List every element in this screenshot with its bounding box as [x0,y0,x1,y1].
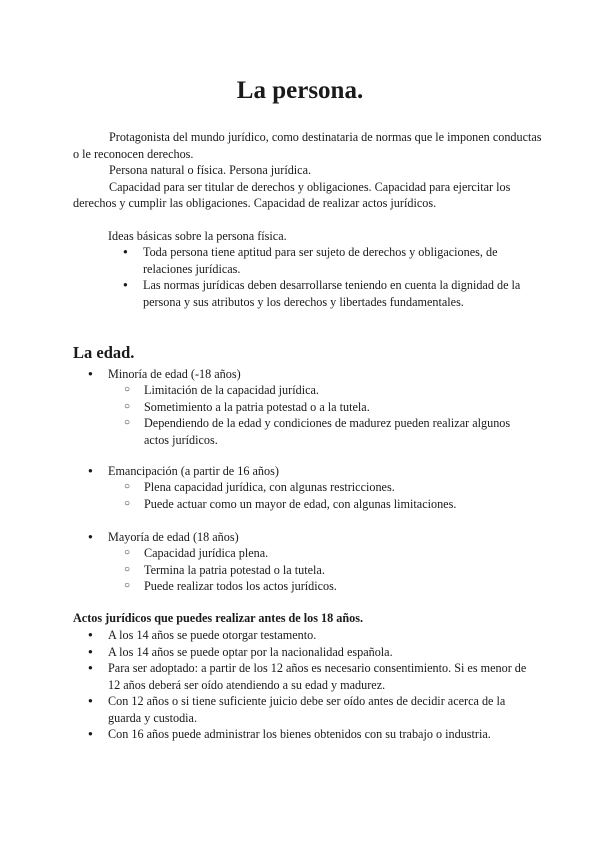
list-item: ○ Puede realizar todos los actos jurídicos. [109,578,529,595]
emancipacion-sublist [109,479,529,512]
list-item: ○ Termina la patria potestad o la tutela. [109,562,529,579]
list-item: ○ Puede actuar como un mayor de edad, con algunas limitaciones. [109,496,529,513]
mayoria-list [73,529,533,546]
ideas-heading: Ideas básicas sobre la persona física. [108,229,287,243]
list-item: ● Toda persona tiene aptitud para ser sujeto de derechos y obligaciones, de relaciones jurídicas. [108,244,528,277]
list-item: ● A los 14 años se puede optar por la nacionalidad española. [73,644,533,661]
list-item: ○ Plena capacidad jurídica, con algunas restricciones. [109,479,529,496]
minoria-sublist [109,382,529,448]
mayoria-sublist [109,545,529,595]
list-item: ○ Limitación de la capacidad jurídica. [109,382,529,399]
intro-paragraph-2: Persona natural o física. Persona jurídica. [109,163,312,177]
page-title: La persona. [236,77,364,104]
list-item: ○ Dependiendo de la edad y condiciones de madurez pueden realizar algunos actos jurídicos. [109,415,529,448]
emancipacion-list [73,463,533,480]
list-item: ○ Capacidad jurídica plena. [109,545,529,562]
ideas-list [108,244,528,310]
intro-paragraph-1: Protagonista del mundo jurídico, como destinataria de normas que le imponen conductas o le reconocen derechos. [73,130,542,161]
list-item: ○ Sometimiento a la patria potestad o a la tutela. [109,399,529,416]
list-item: ● Con 16 años puede administrar los bienes obtenidos con su trabajo o industria. [73,726,533,743]
list-item: ● Emancipación (a partir de 16 años) [73,463,533,480]
section-heading-edad: La edad. [73,343,135,362]
section-heading-actos: Actos jurídicos que puedes realizar antes de los 18 años. [73,611,364,625]
list-item: ● Para ser adoptado: a partir de los 12 años es necesario consentimiento. Si es menor de 12 años deberá ser oído atendiendo a su edad y madurez. [73,660,533,693]
actos-list [73,627,533,743]
intro-paragraph-3: Capacidad para ser titular de derechos y obligaciones. Capacidad para ejercitar los derechos y cumplir las obligaciones. Capacidad de realizar actos jurídicos. [73,179,511,210]
list-item: ● Minoría de edad (-18 años) [73,366,533,383]
list-item: ● A los 14 años se puede otorgar testamento. [73,627,533,644]
list-item: ● Con 12 años o si tiene suficiente juicio debe ser oído antes de decidir acerca de la guarda y custodia. [73,693,533,726]
minoria-list [73,366,533,383]
list-item: ● Las normas jurídicas deben desarrollarse teniendo en cuenta la dignidad de la persona y sus atributos y los derechos y libertades fundamentales. [108,277,528,310]
intro-section [73,129,543,212]
list-item: ● Mayoría de edad (18 años) [73,529,533,546]
